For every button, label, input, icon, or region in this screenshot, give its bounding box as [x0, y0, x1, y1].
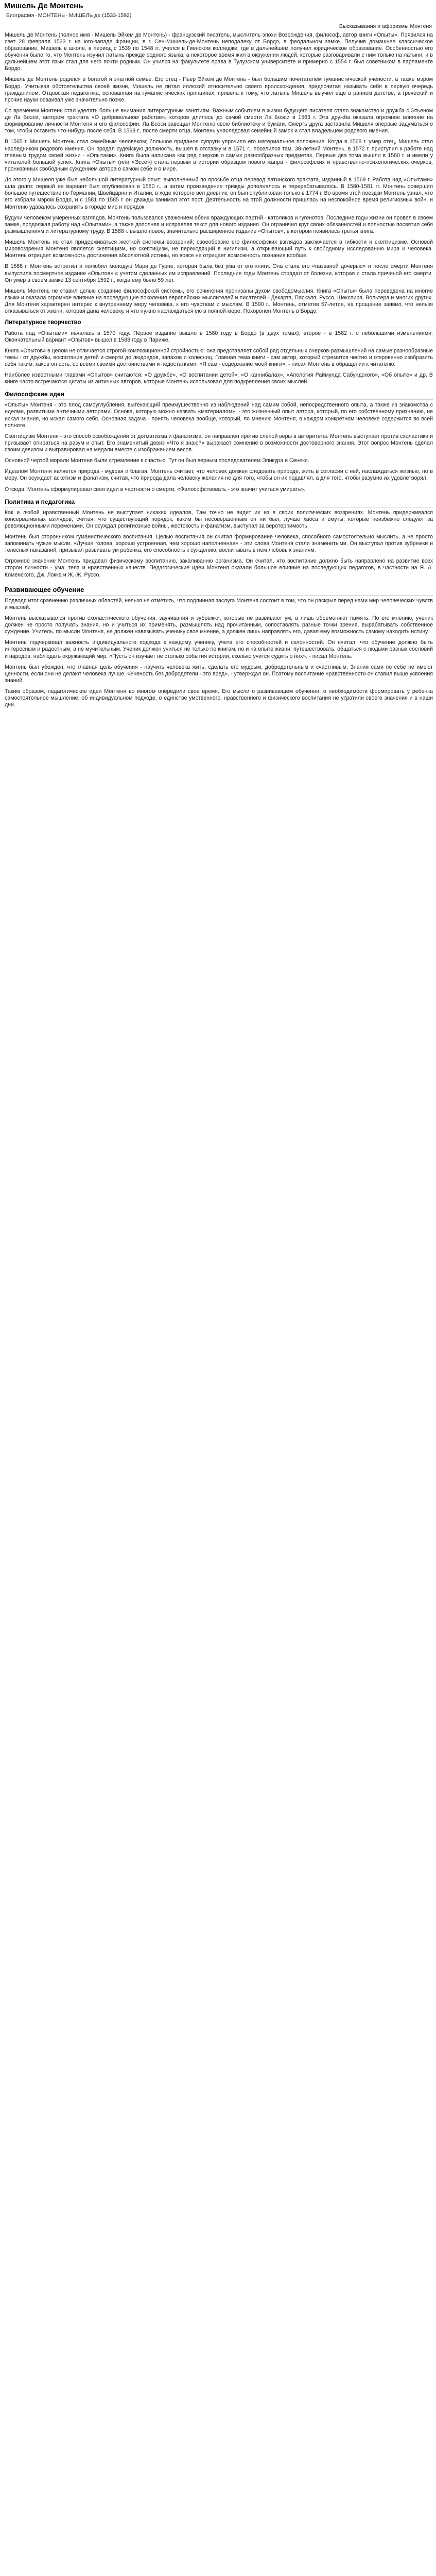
section-heading: Литературное творчество — [5, 319, 433, 328]
paragraph: Основной чертой морали Монтеня были стремление к счастью. Тут он был верным последователем Эпикура и Сенеки. — [5, 457, 309, 464]
paragraph: Как и любой нравственный Монтень не выступает никаких идеалов, Там точно не видит их из в своих политических воззрениях. Монтень придерживался консервативных взглядов, считая, что существующий порядок, каким бы несовершенным он ни был, лучше хаоса и смуты, которые неизбежно следуют за революционными переменами. Он осуждал религиозные войны, жестокость и фанатизм, выступал за веротерпимость. — [5, 509, 433, 529]
paragraph: Монтень высказывался против схоластического обучения, заучивания и зубрежки, которые не развивают ум, а лишь обременяют память. По его мнению, ученик должен не просто получать знания, но и учиться их применять, размышлять над прочитанным, сопоставлять разные точки зрения, вырабатывать собственное суждение. Учитель, по мысли Монтеня, не должен навязывать ученику свое мнение, а должен лишь направлять его, давая ему возможность самому находить истину. — [5, 615, 433, 635]
paragraph: Наиболее известными главами «Опытов» считаются: «О дружбе», «О воспитании детей», «О каннибалах», «Апология Раймунда Сабундского», «Об опыте» и др. В книге часто встречаются цитаты из античных авторов, которые Монтень использовал для подкрепления своих мыслей. — [5, 372, 433, 385]
nav-item-dates: МИШЕЛЬ де (1533-1592) — [68, 12, 132, 19]
paragraph: Огромное значение Монтень придавал физическому воспитанию, закаливанию организма. Он считал, что воспитание должно быть направлено на развитие всех сторон личности - ума, тела и нравственных качеств. Педагогические идеи Монтеня оказали большое влияние на последующих педагогов, в частности на Я. А. Коменского, Дж. Локка и Ж.-Ж. Руссо. — [5, 558, 433, 578]
section-heading: Политика и педагогика — [5, 498, 433, 507]
breadcrumb-separator: · — [66, 12, 68, 19]
paragraph: Монтень подчеркивал важность индивидуального подхода к каждому ученику, учета его способностей и склонностей. Он считал, что обучение должно быть интересным и радостным, а не мучительным. Ученик должен учиться не только по книгам, но и на опыте жизни: путешествовать, общаться с людьми разных сословий и народов, наблюдать окружающий мир. «Пусть он изучает не столько события истории, сколько учится судить о них», - писал Монтень. — [5, 639, 433, 659]
page-title: Мишель Де Монтень — [4, 2, 83, 10]
nav-link-biography[interactable]: Биография — [6, 12, 34, 19]
paragraph: Со временем Монтень стал уделять больше внимания литературным занятиям. Важным событием в жизни будущего писателя стало знакомство и дружба с Этьеном де Ла Боэси, автором трактата «О добровольном рабстве», которое длилось до самой смерти Ла Боэси в 1563 г. Эта дружба оказала огромное влияние на формирование личности Монтеня и его философии. Ла Боэси завещал Монтеню свою библиотеку и бумаги. Смерть друга заставила Мишеля впервые задуматься о том, чтобы оставить что-нибудь после себя. В 1568 г., после смерти отца, Монтень унаследовал семейный замок и стал владельцем родового имения. — [5, 107, 433, 134]
page — [0, 2, 436, 2576]
paragraph: В 1588 г. Монтень встретил и полюбил молодую Мари де Гурне, которая была без ума от его книги. Она стала его «названой дочерью» и после смерти Монтеня выпустила посмертное издание «Опытов» с учетом сделанных им исправлений. Последние годы Монтень страдал от болезни, которая и стала причиной его смерти. Он умер в своем замке 13 сентября 1592 г., когда ему было 59 лет. — [5, 263, 433, 283]
paragraph: Монтень был убежден, что главная цель обучения - научить человека жить, сделать его мудрым, добродетельным и счастливым. Знания сами по себе не имеют ценности, если они не делают человека лучше. «Ученость без добродетели - это вред», - утверждал он. Поэтому воспитание нравственности он ставил выше усвоения знаний. — [5, 664, 433, 684]
nav-link-name[interactable]: МОНТЕНЬ — [38, 12, 65, 19]
paragraph: Книга «Опытов» в целом не отличается строгой композиционной стройностью: она представляет собой ряд отдельных очерков-размышлений на самые разнообразные темы - от дружбы, воспитания детей и смерти до людоедов, запахов и колесниц. Главная тема книги - сам автор, который стремится честно и откровенно изобразить себя таким, каков он есть, со всеми своими достоинствами и недостатками. «Я сам - содержание моей книги», - писал Монтень в обращении к читателю. — [5, 347, 433, 367]
section-literature — [5, 319, 433, 385]
paragraph: Мишель де Монтень (полное имя - Мишель Эйкем де Монтень) - французский писатель, мыслитель эпохи Возрождения, философ, автор книги «Опыты». Появился на свет 28 февраля 1533 г. на юго-западе Франции, в г. Сен-Мишель-де-Монтень неподалеку от Бордо, в феодальном замке. Получив домашнее классическое образование, Мишель в школе, в период с 1539 по 1548 гг. учился в Гиенском колледже, где в дальнейшем получил юридическое образование. Особенностью его обучения было то, что Монтень изучил латынь прежде родного языка, а некоторое время жил в окружении людей, которые разговаривали с ним только на латыни, и в дальнейшем этот язык стал для него почти родным. Он учился на факультете права в Тулузском университете и примерно с 1554 г. был советником в парламенте Бордо. — [5, 31, 433, 72]
section-politics — [5, 498, 433, 579]
section-philosophy — [5, 391, 433, 493]
paragraph: Монтень был сторонником гуманистического воспитания. Целью воспитания он считал формирование человека, способного самостоятельно мыслить, а не просто запоминать чужие мысли. «Лучше голова, хорошо устроенная, чем хорошо наполненная» - эти слова Монтеня стали знаменитыми. Он выступал против зубрежки и телесных наказаний, призывал развивать ум ребенка, его способность к суждению, воспитывать в нем любовь к знаниям. — [5, 533, 433, 554]
paragraph: Таким образом, педагогические идеи Монтеня во многом опередили свое время. Его мысли о развивающем обучении, о необходимости формировать у ребенка самостоятельное мышление, об индивидуальном подходе, о единстве умственного, нравственного и физического воспитания не утратили своего значения и в наши дни. — [5, 688, 433, 708]
paragraph: Подводя итог сравнению различных областей, нельзя не отметить, что подлинная заслуга Монтеня состоит в том, что он раскрыл перед нами мир человеческих чувств и мыслей. — [5, 597, 433, 611]
section-education — [5, 586, 433, 709]
section-heading: Философские идеи — [5, 391, 433, 400]
paragraph: «Опыты» Монтеня - это плод самоуглубления, вытекающий преимущественно из наблюдений над самим собой, непосредственного опыта, а также из знакомства с идеями, развитыми античными авторами. Основа, которую можно назвать «материалом», - это жизненный опыт автора, который, по его собственному признанию, не искал знания, но искал самого себя. Основная задача - понять человека вообще, который, по мнению Монтеня, в каждом конкретном человеке содержится во всей полноте. — [5, 402, 433, 429]
section-heading: Развивающее обучение — [5, 586, 433, 596]
paragraph: Отсюда, Монтень сформулировал свои идеи в частности о смерти, «Философствовать - это значит учиться умирать». — [5, 486, 306, 493]
paragraph: Мишель Монтень не стал придерживаться жесткой системы воззрений; своеобразие его философских взглядов заключается в гибкости и скептицизме. Основой мировоззрения Монтеня является скептицизм, но скептицизм, не переходящий в нигилизм, а открывающий путь к свободному исследованию мира и человека. Монтень отрицает возможность достижения абсолютной истины, но вовсе не отрицает возможность познания вообще. — [5, 239, 433, 259]
paragraph: Скептицизм Монтеня - это способ освобождения от догматизма и фанатизма, он направлен против слепой веры в авторитеты. Монтень выступает против схоластики и призывает опираться на разум и опыт. Его знаменитый девиз «Что я знаю?» выражает сомнение в возможности достоверного знания. Этот вопрос Монтень сделал своим девизом и выгравировал на медали вместе с изображением весов. — [5, 433, 433, 453]
paragraph: До этого у Мишеля уже был небольшой литературный опыт: выполненный по просьбе отца перевод латинского трактата, изданный в 1569 г. Работа над «Опытами» шла долго: первый ее вариант был опубликован в 1580 г., а затем произведение трижды дополнялось и перерабатывалось. В 1580-1581 гг. Монтень совершил большое путешествие по Германии, Швейцарии и Италии, в ходе которого вел дневник; он был опубликован только в 1774 г. Во время этой поездки Монтень узнал, что его избрали мэром Бордо, и с 1581 по 1585 г. он дважды занимал этот пост. Деятельность на этой должности пришлась на неспокойное время религиозных войн, и Монтеню удавалось сохранять в городе мир и порядок. — [5, 177, 433, 210]
paragraph: В 1565 г. Мишель Монтень стал семейным человеком; большое приданое супруги упрочило его материальное положение. Когда в 1568 г. умер отец, Мишель стал наследником родового имения. Он продал судейскую должность, вышел в отставку и в 1571 г., поселился там. 38-летний Монтень, в 1572 г. приступил к работе над главным трудом своей жизни - «Опытами». Книга была написана как ряд очерков о самых разнообразных предметах. Первые два тома вышли в 1580 г. и имели у читателей большой успех. Книга «Опыты» (или «Эссе») стала первым в истории образцом нового жанра - философских и нравственно-психологических очерков, пронизанных свободным суждением автора о самом себе и о мире. — [5, 139, 433, 172]
paragraph: Идеалом Монтеня является природа - мудрая и благая. Монтень считает, что человек должен следовать природе, жить в согласии с ней, наслаждаться жизнью, но в меру. Он осуждает аскетизм и фанатизм, считая, что природа дала человеку желания не для того, чтобы он их подавлял, а для того, чтобы разумно их удовлетворял. — [5, 468, 433, 482]
paragraph: Мишель де Монтень родился в богатой и знатной семье. Его отец - Пьер Эйкем де Монтень - был большим почитателем гуманистической учености, а также мэром Бордо. Учитывая обстоятельства своей жизни, Мишель не питал иллюзий относительно своего происхождения, предпочитая называть себя в первую очередь гражданином. Отцовская педагогика, основанная на гуманистических принципах, привела к тому, что латынь Мишель выучил еще в раннем детстве, а греческий и прочие науки осваивал уже значительно позже. — [5, 76, 433, 103]
breadcrumb-separator: · — [35, 12, 37, 19]
breadcrumb — [6, 12, 433, 19]
article — [3, 23, 433, 709]
paragraph: Работа над «Опытами» началась в 1570 году. Первое издание вышло в 1580 году в Бордо (в двух томах); второе - в 1582 г. с небольшими изменениями. Окончательный вариант «Опытов» вышел в 1588 году в Париже. — [5, 330, 433, 343]
paragraph: Будучи человеком умеренных взглядов, Монтень пользовался уважением обеих враждующих партий - католиков и гугенотов. Последние годы жизни он провел в своем замке, продолжая работу над «Опытами», а также дополняя и исправляя текст для нового издания. Он ограничил круг своих обязанностей и полностью посвятил себя размышлениям и литературному труду. В 1588 г. вышло новое, значительно расширенное издание «Опытов», в котором появилась третья книга. — [5, 214, 433, 234]
article-subtitle: Высказывания и афоризмы Монтеня — [339, 23, 432, 29]
paragraph: Мишель Монтень не ставил целью создание философской системы, его сочинения пронизаны духом свободомыслия. Книга «Опыты» была переведена на многие языки и оказала огромное влияние на последующие поколения европейских мыслителей и писателей - Декарта, Паскаля, Руссо, Шекспира, Вольтера и многих других. Для Монтеня характерен интерес к внутреннему миру человека, к его чувствам и мыслям. В 1590 г., Монтень, отметив 57-летие, на прощание заявил, что нельзя отказываться от жизни, которая дана человеку, и что нужно наслаждаться ею в полной мере. Похоронен Монтень в Бордо. — [5, 287, 433, 315]
section-intro — [5, 32, 433, 315]
